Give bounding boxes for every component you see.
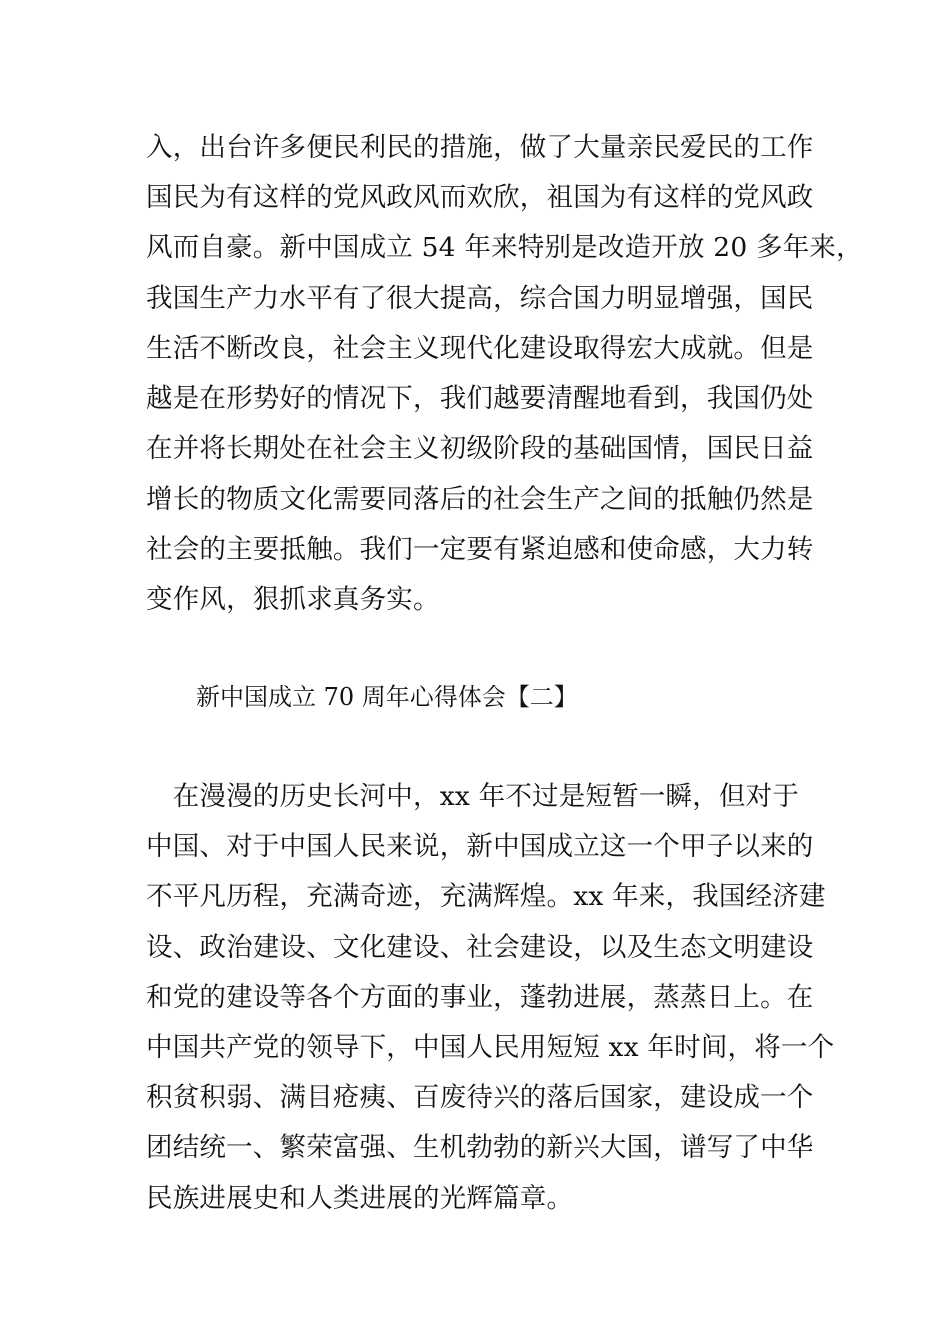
section-heading: 新中国成立 70 周年心得体会【二】: [196, 683, 578, 711]
paragraph-line: 变作风，狠抓求真务实。: [146, 584, 440, 615]
paragraph-line: 风而自豪。新中国成立 54 年来特别是改造开放 20 多年来，: [146, 232, 863, 263]
paragraph-line: 入，出台许多便民利民的措施，做了大量亲民爱民的工作: [146, 132, 814, 163]
paragraph-line: 生活不断改良，社会主义现代化建设取得宏大成就。但是: [146, 333, 814, 364]
paragraph-line: 在并将长期处在社会主义初级阶段的基础国情，国民日益: [146, 433, 814, 464]
paragraph-line: 我国生产力水平有了很大提高，综合国力明显增强，国民: [146, 283, 814, 314]
paragraph-line: 和党的建设等各个方面的事业，蓬勃进展，蒸蒸日上。在: [146, 982, 814, 1013]
paragraph-line: 在漫漫的历史长河中，xx 年不过是短暂一瞬，但对于: [146, 781, 800, 812]
paragraph-line: 社会的主要抵触。我们一定要有紧迫感和使命感，大力转: [146, 534, 814, 565]
paragraph-line: 积贫积弱、满目疮痍、百废待兴的落后国家，建设成一个: [146, 1082, 814, 1113]
paragraph-line: 越是在形势好的情况下，我们越要清醒地看到，我国仍处: [146, 383, 814, 414]
paragraph-line: 设、政治建设、文化建设、社会建设，以及生态文明建设: [146, 932, 814, 963]
paragraph-line: 国民为有这样的党风政风而欢欣，祖国为有这样的党风政: [146, 182, 814, 213]
paragraph-line: 中国、对于中国人民来说，新中国成立这一个甲子以来的: [146, 831, 814, 862]
paragraph-line: 民族进展史和人类进展的光辉篇章。: [146, 1183, 574, 1214]
paragraph-line: 不平凡历程，充满奇迹，充满辉煌。xx 年来，我国经济建: [146, 881, 826, 912]
paragraph-line: 中国共产党的领导下，中国人民用短短 xx 年时间，将一个: [146, 1032, 835, 1063]
paragraph-line: 增长的物质文化需要同落后的社会生产之间的抵触仍然是: [146, 484, 814, 515]
paragraph-line: 团结统一、繁荣富强、生机勃勃的新兴大国，谱写了中华: [146, 1132, 814, 1163]
